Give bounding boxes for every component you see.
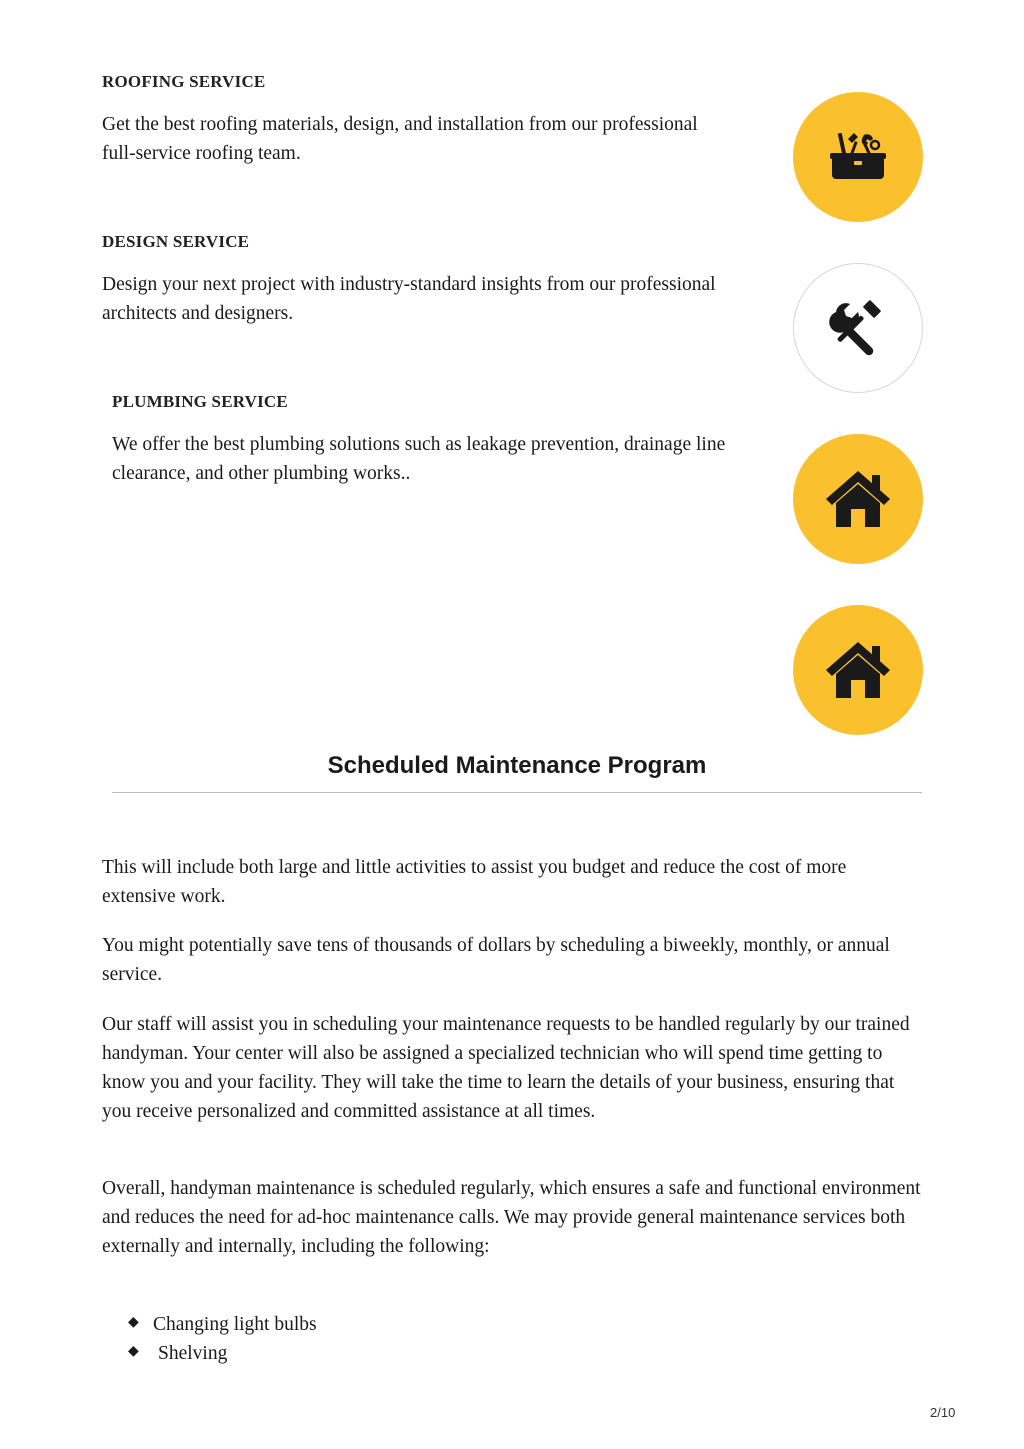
design-service-text: Design your next project with industry-standard insights from our professional architects and designers. — [102, 274, 716, 324]
maintenance-paragraph-2: You might potentially save tens of thousands of dollars by scheduling a biweekly, monthly, or annual service. — [102, 935, 890, 985]
design-service-heading: DESIGN SERVICE — [102, 232, 250, 251]
list-item — [128, 1310, 317, 1339]
roofing-service-text: Get the best roofing materials, design, and installation from our professional full-service roofing team. — [102, 114, 698, 164]
maintenance-section-title: Scheduled Maintenance Program — [327, 752, 707, 779]
plumbing-service-heading: PLUMBING SERVICE — [112, 392, 288, 411]
maintenance-paragraph-3: Our staff will assist you in scheduling your maintenance requests to be handled regularly by our trained handyman. Your center will also be assigned a specialized technician who will spend time getting to know you and your facility. They will take the time to learn the details of your business, ensuring that you receive personalized and committed assistance at all times. — [102, 1014, 910, 1122]
house-icon — [822, 467, 894, 531]
bullet-icon: ◆ — [128, 1315, 139, 1330]
maintenance-services-list — [128, 1310, 317, 1368]
design-service-icon-badge — [793, 263, 923, 393]
page-number: 2/10 — [930, 1405, 956, 1420]
maintenance-paragraph-1: This will include both large and little activities to assist you budget and reduce the cost of more extensive work. — [102, 857, 847, 907]
plumbing-service-text: We offer the best plumbing solutions such as leakage prevention, drainage line clearance, and other plumbing works.. — [112, 434, 726, 484]
bullet-icon: ◆ — [128, 1344, 139, 1359]
house-icon-badge — [793, 605, 923, 735]
toolbox-icon — [826, 125, 890, 189]
roofing-service-icon-badge — [793, 92, 923, 222]
list-item — [128, 1339, 317, 1368]
plumbing-service-icon-badge — [793, 434, 923, 564]
maintenance-paragraph-4: Overall, handyman maintenance is scheduled regularly, which ensures a safe and functional environment and reduces the need for ad-hoc maintenance calls. We may provide general maintenance services both externally and internally, including the following: — [102, 1178, 921, 1257]
house-icon — [822, 638, 894, 702]
roofing-service-heading: ROOFING SERVICE — [102, 72, 266, 91]
list-item-text: Shelving — [158, 1343, 228, 1364]
wrench-hammer-icon — [828, 298, 888, 358]
title-divider — [112, 792, 922, 793]
list-item-text: Changing light bulbs — [153, 1314, 317, 1335]
